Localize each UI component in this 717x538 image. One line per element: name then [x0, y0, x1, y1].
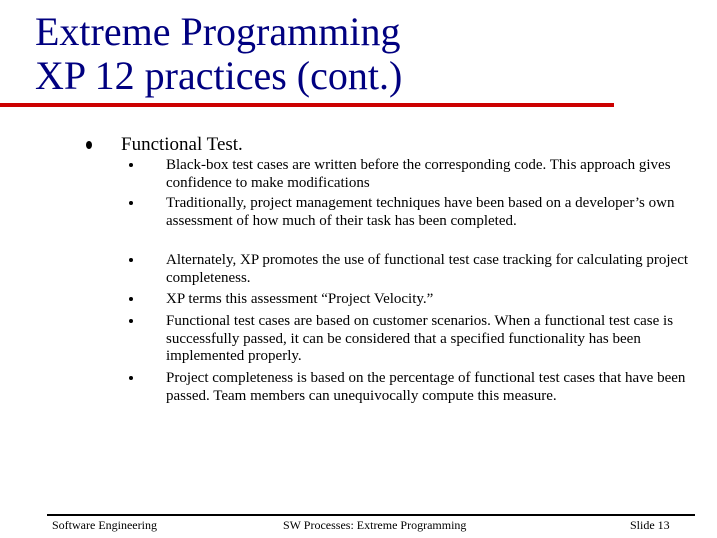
slide-title-line-1: Extreme Programming — [35, 9, 401, 54]
slide-number: Slide 13 — [630, 518, 670, 532]
title-underline — [0, 103, 614, 107]
sub-bullet-text: XP terms this assessment “Project Velocity.” — [166, 291, 434, 307]
footer-rule — [47, 514, 695, 516]
sub-bullet-text: Functional test cases are based on customer scenarios. When a functional test case is successfully passed, it can be considered that a specified functionality has been implemented properly. — [166, 313, 674, 364]
sub-bullet-text: Black-box test cases are written before the corresponding code. This approach gives confidence to make modifications — [166, 157, 671, 191]
bullet-dot-icon — [129, 319, 133, 323]
bullet-dot-icon — [129, 376, 133, 380]
slide-title-line-2: XP 12 practices (cont.) — [35, 53, 403, 98]
slide-title — [35, 10, 402, 98]
main-bullet-text: Functional Test. — [121, 134, 243, 155]
bullet-dot-icon — [129, 297, 133, 301]
main-bullet-icon — [86, 141, 92, 149]
footer-course: Software Engineering — [52, 518, 157, 532]
sub-bullet-text: Traditionally, project management techniques have been based on a developer’s own assessment of how much of their task has been completed. — [166, 195, 675, 229]
footer-topic: SW Processes: Extreme Programming — [283, 518, 467, 532]
sub-bullet-text: Project completeness is based on the percentage of functional test cases that have been passed. Team members can unequivocally compute this measure. — [166, 370, 686, 404]
bullet-dot-icon — [129, 258, 133, 262]
sub-bullet-text: Alternately, XP promotes the use of functional test case tracking for calculating project completeness. — [166, 252, 689, 286]
bullet-dot-icon — [129, 163, 133, 167]
bullet-dot-icon — [129, 201, 133, 205]
